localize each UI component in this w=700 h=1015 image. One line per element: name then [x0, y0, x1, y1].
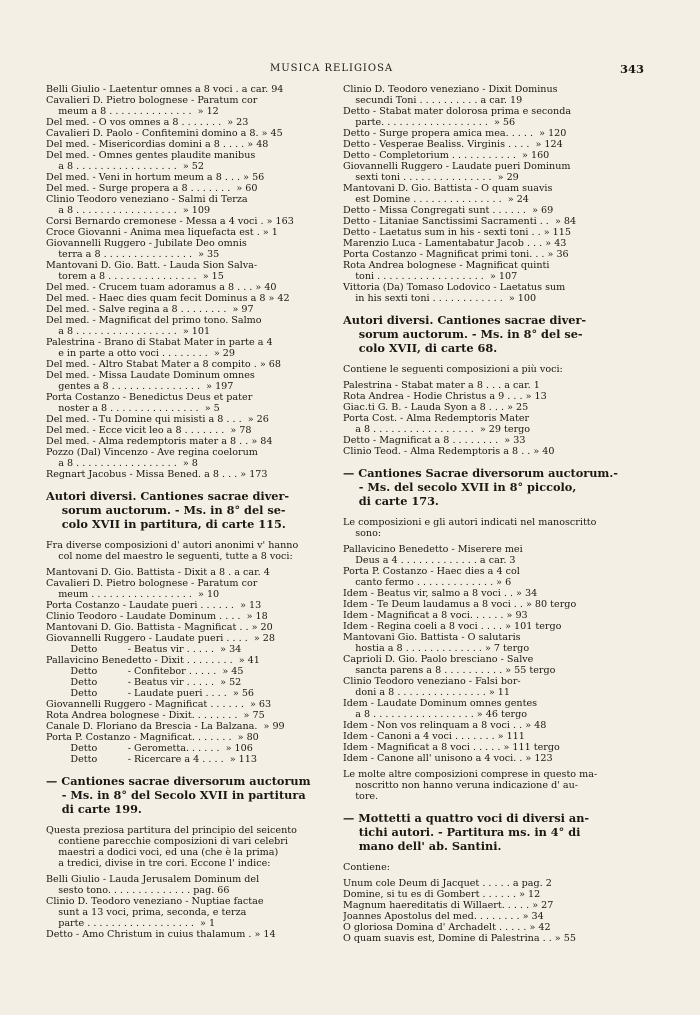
section-heading-line: — Mottetti a quattro voci di diversi an-	[343, 811, 590, 825]
entry-line: Giovannelli Ruggero - Laudate pueri . . . . » 28	[46, 633, 275, 644]
entry-line: Del med. - Alma redemptoris mater a 8 . . » 84	[46, 436, 273, 447]
entry-line: Mantovani Gio. Battista - O salutaris	[343, 632, 521, 643]
entry-line: Del med. - Omnes gentes plaudite manibus	[46, 150, 256, 161]
entry-line: Del med. - Salve regina a 8 . . . . . . . . » 97	[46, 304, 254, 315]
section-heading-line: tichi autori. - Partitura ms. in 4° di	[343, 825, 581, 839]
entry-line: torem a 8 . . . . . . . . . . . . . . . » 15	[46, 271, 224, 282]
entry-line: Detto - Litaniae Sanctissimi Sacramenti . . » 84	[343, 216, 577, 227]
entry-line: noster a 8 . . . . . . . . . . . . . . . » 5	[46, 403, 220, 414]
left-column	[46, 84, 334, 940]
entry-line: Le molte altre composizioni comprese in questo ma-	[343, 769, 598, 780]
entry-line: Palestrina - Brano di Stabat Mater in parte a 4	[46, 337, 273, 348]
entry-line: est Domine . . . . . . . . . . . . . . . » 24	[343, 194, 529, 205]
entry-line: Porta P. Costanzo - Haec dies a 4 col	[343, 566, 520, 577]
entry-line: sancta parens a 8 . . . . . . . . . . » 55 tergo	[343, 665, 556, 676]
section-heading-line: colo XVII, di carte 68.	[343, 341, 498, 355]
entry-line: Idem - Canone all' unisono a 4 voci. . » 123	[343, 753, 553, 764]
entry-line: Detto - Amo Christum in cuius thalamum . » 14	[46, 929, 276, 940]
entry-line: Vittoria (Da) Tomaso Lodovico - Laetatus sum	[343, 282, 566, 293]
entry-line: Porta Cost. - Alma Redemptoris Mater	[343, 413, 530, 424]
spacer	[343, 355, 633, 364]
entry-line: Belli Giulio - Lauda Jerusalem Dominum del	[46, 874, 260, 885]
entry-line: Giovannelli Ruggero - Laudate pueri Dominum	[343, 161, 571, 172]
entry-line: Rota Andrea bolognese - Dixit. . . . . . . . » 75	[46, 710, 265, 721]
entry-line: terra a 8 . . . . . . . . . . . . . . . » 35	[46, 249, 220, 260]
entry-line: Unum cole Deum di Jacquet . . . . . a pag. 2	[343, 878, 552, 889]
entry-line: Deus a 4 . . . . . . . . . . . . . a car. 3	[343, 555, 516, 566]
entry-line: Detto - Laudate pueri . . . . » 56	[46, 688, 255, 699]
entry-line: Porta Costanzo - Laudate pueri . . . . . . » 13	[46, 600, 262, 611]
section-heading-line: - Ms. in 8° del Secolo XVII in partitura	[46, 788, 306, 802]
spacer	[343, 457, 633, 466]
right-column	[343, 84, 633, 944]
entry-line: Detto - Gerometta. . . . . . » 106	[46, 743, 253, 754]
entry-line: Detto - Completorium . . . . . . . . . . . » 160	[343, 150, 550, 161]
entry-line: Idem - Canoni a 4 voci . . . . . . . » 111	[343, 731, 525, 742]
entry-line: sono:	[343, 528, 382, 539]
section-heading-line: Autori diversi. Cantiones sacrae diver-	[46, 489, 290, 503]
entry-line: Canale D. Floriano da Brescia - La Balzana. » 99	[46, 721, 285, 732]
entry-line: Del med. - Haec dies quam fecit Dominus a 8 » 42	[46, 293, 290, 304]
entry-line: Del med. - Misericordias domini a 8 . . . . » 48	[46, 139, 269, 150]
section-heading-line: sorum auctorum. - Ms. in 8° del se-	[343, 327, 583, 341]
entry-line: Del med. - O vos omnes a 8 . . . . . . . » 23	[46, 117, 249, 128]
entry-line: a 8 . . . . . . . . . . . . . . . . . » 29 tergo	[343, 424, 531, 435]
entry-line: Detto - Surge propera amica mea. . . . . » 120	[343, 128, 567, 139]
entry-line: Clinio D. Teodoro veneziano - Nuptiae factae	[46, 896, 264, 907]
entry-line: Del med. - Missa Laudate Dominum omnes	[46, 370, 255, 381]
spacer	[46, 765, 334, 774]
spacer	[343, 508, 633, 517]
entry-line: maestri a dodici voci, ed una (che è la prima)	[46, 847, 279, 858]
entry-line: Mantovani D. Gio. Battista - Magnificat . . » 20	[46, 622, 273, 633]
entry-line: a tredici, divise in tre cori. Eccone l' indice:	[46, 858, 271, 869]
entry-line: a 8 . . . . . . . . . . . . . . . . . » 109	[46, 205, 211, 216]
entry-line: Croce Giovanni - Anima mea liquefacta est . » 1	[46, 227, 278, 238]
entry-line: Mantovani D. Gio. Battista - Dixit a 8 . a car. 4	[46, 567, 270, 578]
entry-line: a 8 . . . . . . . . . . . . . . . . . » 8	[46, 458, 198, 469]
entry-line: Regnart Jacobus - Missa Bened. a 8 . . . » 173	[46, 469, 268, 480]
entry-line: doni a 8 . . . . . . . . . . . . . . . » 11	[343, 687, 510, 698]
entry-line: a 8 . . . . . . . . . . . . . . . . . » 46 tergo	[343, 709, 528, 720]
entry-line: Detto - Vesperae Bealiss. Virginis . . . . » 124	[343, 139, 563, 150]
entry-line: Belli Giulio - Laetentur omnes a 8 voci . a car. 94	[46, 84, 284, 95]
entry-line: a 8 . . . . . . . . . . . . . . . . . » 101	[46, 326, 211, 337]
entry-line: O gloriosa Domina d' Archadelt . . . . . » 42	[343, 922, 551, 933]
entry-line: Idem - Magnificat a 8 voci. . . . . . » 93	[343, 610, 528, 621]
spacer	[343, 304, 633, 313]
entry-line: canto fermo . . . . . . . . . . . . . » 6	[343, 577, 512, 588]
entry-line: Giovannelli Ruggero - Magnificat . . . . . . » 63	[46, 699, 272, 710]
entry-line: contiene parecchie composizioni di vari celebri	[46, 836, 288, 847]
entry-line: Caprioli D. Gio. Paolo bresciano - Salve	[343, 654, 534, 665]
entry-line: Detto - Confitebor . . . . . » 45	[46, 666, 244, 677]
entry-line: Idem - Magnificat a 8 voci . . . . . » 111 tergo	[343, 742, 560, 753]
entry-line: Idem - Laudate Dominum omnes gentes	[343, 698, 538, 709]
entry-line: Idem - Regina coeli a 8 voci . . . . » 101 tergo	[343, 621, 562, 632]
page-number: 343	[620, 62, 645, 76]
entry-line: Porta Costanzo - Magnificat primi toni. . . » 36	[343, 249, 569, 260]
entry-line: Del med. - Surge propera a 8 . . . . . . . » 60	[46, 183, 258, 194]
entry-line: Pallavicino Benedetto - Dixit . . . . . . . . » 41	[46, 655, 260, 666]
entry-line: Del med. - Crucem tuam adoramus a 8 . . . » 40	[46, 282, 277, 293]
entry-line: Detto - Beatus vir . . . . . » 52	[46, 677, 242, 688]
entry-line: Idem - Te Deum laudamus a 8 voci . . » 80 tergo	[343, 599, 577, 610]
spacer	[46, 816, 334, 825]
entry-line: col nome del maestro le seguenti, tutte a 8 voci:	[46, 551, 293, 562]
entry-line: Domine, si tu es di Gombert . . . . . . » 12	[343, 889, 541, 900]
section-heading-line: di carte 199.	[46, 802, 142, 816]
entry-line: Clinio D. Teodoro veneziano - Dixit Dominus	[343, 84, 558, 95]
entry-line: Clinio Teod. - Alma Redemptoris a 8 . . » 40	[343, 446, 555, 457]
entry-line: O quam suavis est, Domine di Palestrina . . » 55	[343, 933, 576, 944]
entry-line: secundi Toni . . . . . . . . . . a car. 19	[343, 95, 523, 106]
entry-line: Cavalieri D. Pietro bolognese - Paratum cor	[46, 95, 258, 106]
entry-line: meum a 8 . . . . . . . . . . . . . . » 12	[46, 106, 219, 117]
entry-line: hostia a 8 . . . . . . . . . . . . . » 7 tergo	[343, 643, 530, 654]
entry-line: noscritto non hanno veruna indicazione d' au-	[343, 780, 579, 791]
section-heading-line: — Cantiones Sacrae diversorum auctorum.-	[343, 466, 618, 480]
entry-line: parte . . . . . . . . . . . . . . . . . . » 1	[46, 918, 216, 929]
running-title: MUSICA RELIGIOSA	[270, 63, 394, 74]
entry-line: sunt a 13 voci, prima, seconda, e terza	[46, 907, 247, 918]
entry-line: Giac.ti G. B. - Lauda Syon a 8 . . . » 25	[343, 402, 529, 413]
entry-line: Le composizioni e gli autori indicati nel manoscritto	[343, 517, 597, 528]
entry-line: Joannes Apostolus del med. . . . . . . . » 34	[343, 911, 544, 922]
entry-line: Pallavicino Benedetto - Miserere mei	[343, 544, 523, 555]
entry-line: gentes a 8 . . . . . . . . . . . . . . . » 197	[46, 381, 234, 392]
section-heading-line: mano dell' ab. Santini.	[343, 839, 502, 853]
section-heading-line: - Ms. del secolo XVII in 8° piccolo,	[343, 480, 577, 494]
entry-line: Clinio Teodoro veneziano - Falsi bor-	[343, 676, 521, 687]
spacer	[46, 531, 334, 540]
spacer	[343, 853, 633, 862]
entry-line: Porta P. Costanzo - Magnificat. . . . . . . » 80	[46, 732, 259, 743]
section-heading-line: di carte 173.	[343, 494, 439, 508]
entry-line: Clinio Teodoro veneziano - Salmi di Terza	[46, 194, 248, 205]
entry-line: Mantovani D. Gio. Battista - O quam suavis	[343, 183, 553, 194]
entry-line: Del med. - Veni in hortum meum a 8 . . . » 56	[46, 172, 265, 183]
entry-line: Del med. - Magnificat del primo tono. Salmo	[46, 315, 262, 326]
entry-line: Cavalieri D. Pietro bolognese - Paratum cor	[46, 578, 258, 589]
entry-line: Del med. - Altro Stabat Mater a 8 compito . » 68	[46, 359, 281, 370]
entry-line: a 8 . . . . . . . . . . . . . . . . . » 52	[46, 161, 204, 172]
entry-line: Marenzio Luca - Lamentabatur Jacob . . . » 43	[343, 238, 567, 249]
entry-line: Contiene le seguenti composizioni a più voci:	[343, 364, 563, 375]
entry-line: Del med. - Tu Domine qui misisti a 8 . . . » 26	[46, 414, 269, 425]
entry-line: Corsi Bernardo cremonese - Messa a 4 voci . » 163	[46, 216, 294, 227]
entry-line: Detto - Magnificat a 8 . . . . . . . . » 33	[343, 435, 526, 446]
entry-line: Detto - Ricercare a 4 . . . . » 113	[46, 754, 257, 765]
entry-line: Fra diverse composizioni d' autori anonimi v' hanno	[46, 540, 299, 551]
entry-line: Idem - Non vos relinquam a 8 voci . . » 48	[343, 720, 547, 731]
entry-line: Questa preziosa partitura del principio del seicento	[46, 825, 297, 836]
entry-line: meum . . . . . . . . . . . . . . . . . » 10	[46, 589, 220, 600]
entry-line: e in parte a otto voci . . . . . . . . » 29	[46, 348, 235, 359]
entry-line: Cavalieri D. Paolo - Confitemini domino a 8. » 45	[46, 128, 283, 139]
entry-line: Del med. - Ecce vicit leo a 8 . . . . . . . » 78	[46, 425, 252, 436]
entry-line: Palestrina - Stabat mater a 8 . . . a car. 1	[343, 380, 540, 391]
entry-line: Contiene:	[343, 862, 390, 873]
entry-line: Idem - Beatus vir, salmo a 8 voci . . » 34	[343, 588, 538, 599]
entry-line: Pozzo (Dal) Vincenzo - Ave regina coelorum	[46, 447, 258, 458]
entry-line: Magnum haereditatis di Willaert. . . . . » 27	[343, 900, 554, 911]
entry-line: Clinio Teodoro - Laudate Dominum . . . . » 18	[46, 611, 268, 622]
entry-line: sexti toni . . . . . . . . . . . . . . . » 29	[343, 172, 519, 183]
entry-line: Detto - Missa Congregati sunt . . . . . . » 69	[343, 205, 554, 216]
entry-line: Detto - Laetatus sum in his - sexti toni . . » 115	[343, 227, 571, 238]
entry-line: Rota Andrea - Hodie Christus a 9 . . . » 13	[343, 391, 547, 402]
entry-line: Detto - Stabat mater dolorosa prima e seconda	[343, 106, 572, 117]
entry-line: toni . . . . . . . . . . . . . . . . . . » 107	[343, 271, 518, 282]
section-heading-line: Autori diversi. Cantiones sacrae diver-	[343, 313, 587, 327]
entry-line: sesto tono. . . . . . . . . . . . . . pag. 66	[46, 885, 230, 896]
entry-line: in his sexti toni . . . . . . . . . . . . » 100	[343, 293, 537, 304]
entry-line: Porta Costanzo - Benedictus Deus et pater	[46, 392, 253, 403]
entry-line: Giovannelli Ruggero - Jubilate Deo omnis	[46, 238, 247, 249]
spacer	[46, 480, 334, 489]
entry-line: Detto - Beatus vir . . . . . » 34	[46, 644, 242, 655]
spacer	[343, 802, 633, 811]
entry-line: parte. . . . . . . . . . . . . . . . . . » 56	[343, 117, 516, 128]
section-heading-line: sorum auctorum. - Ms. in 8° del se-	[46, 503, 286, 517]
entry-line: tore.	[343, 791, 379, 802]
section-heading-line: colo XVII in partitura, di carte 115.	[46, 517, 286, 531]
entry-line: Rota Andrea bolognese - Magnificat quinti	[343, 260, 550, 271]
section-heading-line: — Cantiones sacrae diversorum auctorum	[46, 774, 311, 788]
entry-line: Mantovani D. Gio. Batt. - Lauda Sion Salva-	[46, 260, 258, 271]
